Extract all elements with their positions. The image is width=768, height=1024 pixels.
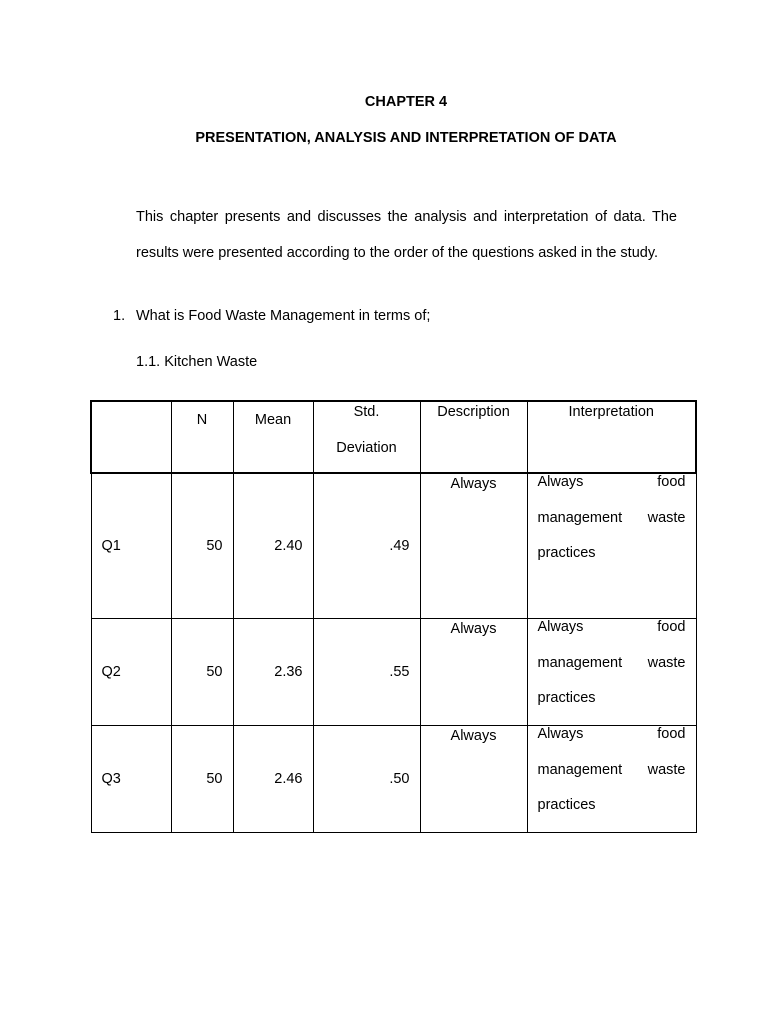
cell-std: .50: [313, 726, 420, 833]
interpretation-text: Always food management waste practices: [537, 474, 686, 561]
question-item: [113, 307, 430, 325]
cell-std: .55: [313, 619, 420, 726]
row-label: Q2: [91, 619, 171, 726]
subsection-heading: 1.1. Kitchen Waste: [136, 354, 258, 370]
results-table: [90, 400, 697, 833]
question-text: What is Food Waste Management in terms of;: [136, 308, 431, 324]
row-label: Q1: [91, 473, 171, 619]
header-n: N: [171, 401, 233, 473]
question-number: 1.: [113, 308, 126, 324]
cell-mean: 2.46: [233, 726, 313, 833]
cell-interpretation: [527, 726, 696, 833]
header-description: [420, 401, 527, 473]
table-row: [91, 726, 696, 833]
interpretation-text: Always food management waste practices: [537, 726, 686, 813]
header-description-label: Description: [437, 404, 510, 420]
table-row: [91, 473, 696, 619]
header-interpretation: [527, 401, 696, 473]
header-std-line2: Deviation: [336, 440, 397, 456]
chapter-title: PRESENTATION, ANALYSIS AND INTERPRETATION OF DATA: [195, 130, 617, 146]
cell-description: Always: [420, 473, 527, 619]
header-blank: [91, 401, 171, 473]
cell-std: .49: [313, 473, 420, 619]
chapter-heading: CHAPTER 4: [364, 94, 448, 110]
header-mean: Mean: [233, 401, 313, 473]
header-std-line1: Std.: [353, 404, 380, 420]
cell-description: Always: [420, 726, 527, 833]
header-std-deviation: [313, 401, 420, 473]
cell-description: Always: [420, 619, 527, 726]
cell-n: 50: [171, 726, 233, 833]
intro-paragraph: This chapter presents and discusses the analysis and interpretation of data. The results were presented according to the order of the questions asked in the study.: [136, 209, 677, 261]
interpretation-text: Always food management waste practices: [537, 619, 686, 706]
cell-mean: 2.40: [233, 473, 313, 619]
cell-interpretation: [527, 619, 696, 726]
row-label: Q3: [91, 726, 171, 833]
cell-interpretation: [527, 473, 696, 619]
table-header-row: [91, 401, 696, 473]
cell-n: 50: [171, 619, 233, 726]
cell-n: 50: [171, 473, 233, 619]
table-row: [91, 619, 696, 726]
cell-mean: 2.36: [233, 619, 313, 726]
header-interpretation-label: Interpretation: [568, 404, 654, 420]
